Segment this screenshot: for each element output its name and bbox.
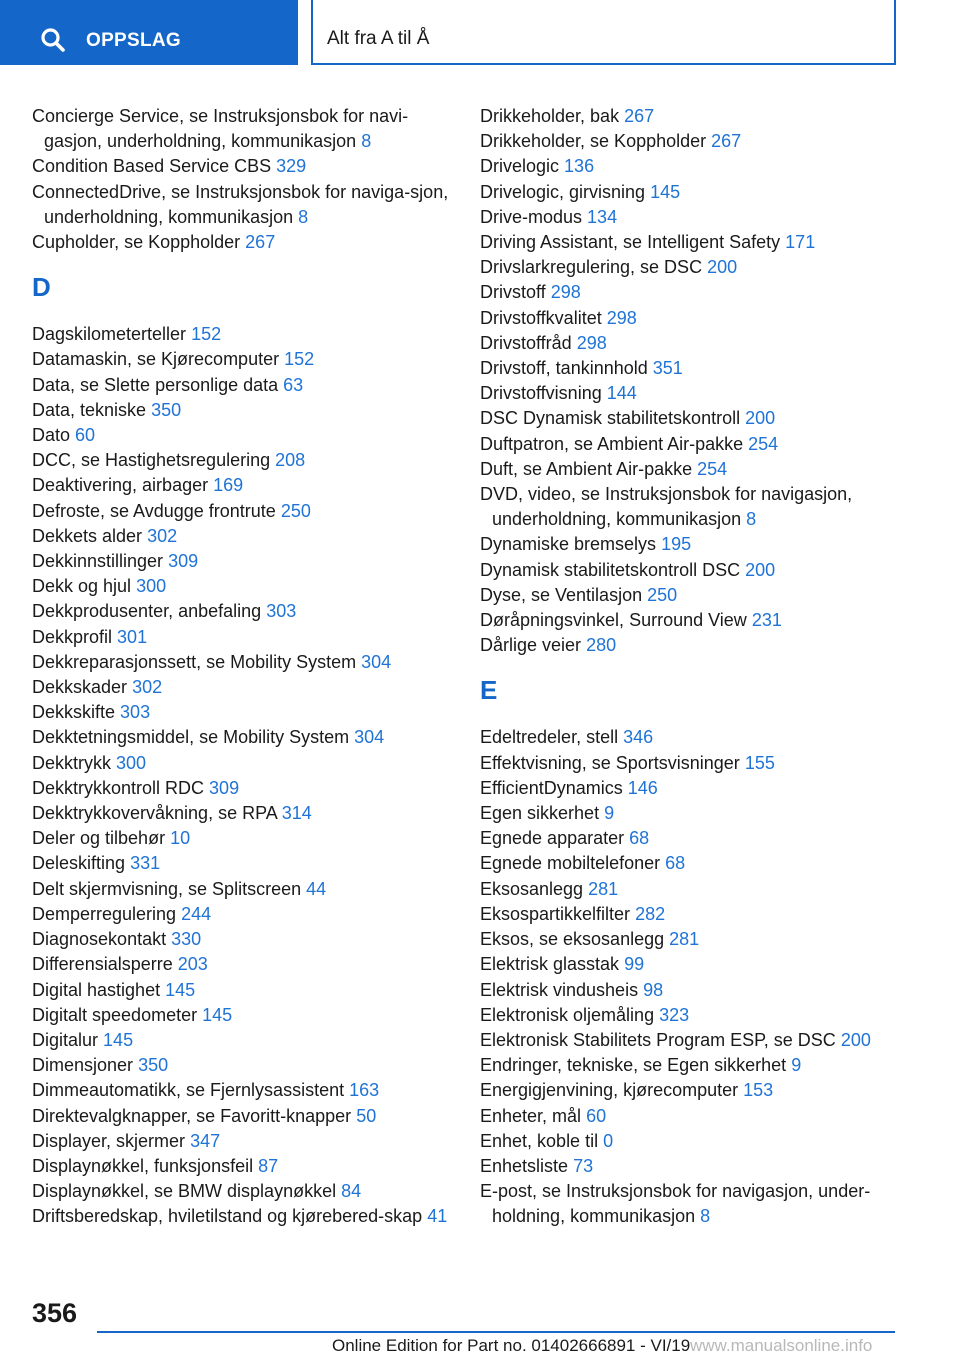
index-entry	[32, 499, 452, 524]
index-entry-text: Delt skjermvisning, se Splitscreen	[32, 878, 302, 899]
index-column-right	[480, 104, 900, 1230]
index-entry	[32, 978, 452, 1003]
page-reference-link[interactable]: 208	[275, 450, 306, 471]
index-entry-text: Displaynøkkel, funksjonsfeil	[32, 1155, 254, 1176]
index-entry-text: Diagnosekontakt	[32, 929, 167, 950]
index-entry	[32, 154, 452, 179]
index-entry-text: Driftsberedskap, hviletilstand og kjørebered-skap	[32, 1206, 423, 1227]
index-entry	[32, 625, 452, 650]
index-entry-text: Drive-modus	[480, 206, 583, 227]
index-entry	[32, 952, 452, 977]
page-reference-link[interactable]: 309	[168, 551, 199, 572]
index-entry-text: Drivstoffvisning	[480, 383, 602, 404]
index-entry	[480, 457, 900, 482]
page-reference-link[interactable]: 136	[564, 156, 595, 177]
index-entry	[32, 851, 452, 876]
page-reference-link[interactable]: 84	[341, 1181, 362, 1202]
search-icon	[40, 27, 66, 53]
page-reference-link[interactable]: 267	[245, 232, 276, 253]
page-reference-link[interactable]: 8	[298, 206, 309, 227]
index-entry	[480, 532, 900, 557]
page-reference-link[interactable]: 250	[647, 584, 678, 605]
page-reference-link[interactable]: 350	[138, 1055, 169, 1076]
index-entry-text: Dimmeautomatikk, se Fjernlysassistent	[32, 1080, 345, 1101]
index-entry-text: Condition Based Service CBS	[32, 156, 272, 177]
page-reference-link[interactable]: 98	[643, 979, 664, 1000]
index-entry	[480, 776, 900, 801]
page-reference-link[interactable]: 145	[103, 1029, 134, 1050]
page-reference-link[interactable]: 281	[669, 929, 700, 950]
index-entry-text: ConnectedDrive, se Instruksjonsbok for naviga-sjon, underholdning, kommunikasjon	[32, 181, 449, 227]
page-reference-link[interactable]: 146	[627, 777, 658, 798]
index-entry-text: Dekkprofil	[32, 626, 113, 647]
page-reference-link[interactable]: 331	[130, 853, 161, 874]
index-entry-text: Deler og tilbehør	[32, 828, 166, 849]
index-entry-text: Elektrisk vindusheis	[480, 979, 639, 1000]
chapter-header	[311, 0, 896, 65]
index-entry-text: Effektvisning, se Sportsvisninger	[480, 752, 740, 773]
page-reference-link[interactable]: 200	[707, 257, 738, 278]
page-reference-link[interactable]: 200	[745, 408, 776, 429]
index-entry-text: Egnede mobiltelefoner	[480, 853, 661, 874]
index-entry-text: Drikkeholder, bak	[480, 106, 620, 126]
index-entry	[480, 482, 900, 532]
page-reference-link[interactable]: 50	[356, 1105, 377, 1126]
page-reference-link[interactable]: 298	[606, 307, 637, 328]
page-reference-link[interactable]: 145	[202, 1004, 233, 1025]
index-entry	[480, 633, 900, 658]
index-entry-text: Dekkskader	[32, 677, 128, 698]
index-entry	[480, 406, 900, 431]
index-entry-text: Dekkprodusenter, anbefaling	[32, 601, 262, 622]
index-entry	[32, 1028, 452, 1053]
index-entry	[480, 280, 900, 305]
page-reference-link[interactable]: 300	[116, 752, 147, 773]
index-entry-text: DCC, se Hastighetsregulering	[32, 450, 271, 471]
index-entry-text: Data, se Slette personlige data	[32, 374, 279, 395]
index-entry	[32, 347, 452, 372]
index-entry-text: Dekk og hjul	[32, 576, 132, 597]
page-reference-link[interactable]: 298	[576, 332, 607, 353]
index-entry-text: Eksosanlegg	[480, 878, 584, 899]
index-entry-text: Drikkeholder, se Koppholder	[480, 131, 707, 152]
index-entry-text: Dårlige veier	[480, 635, 582, 656]
index-entry	[32, 448, 452, 473]
index-entry-text: Dato	[32, 425, 71, 446]
index-entry-text: Deaktivering, airbager	[32, 475, 209, 496]
index-entry-text: Dekktrykkontroll RDC	[32, 777, 205, 798]
index-entry-text: Dimensjoner	[32, 1055, 134, 1076]
index-entry	[32, 700, 452, 725]
page-reference-link[interactable]: 347	[190, 1130, 221, 1151]
section-tab[interactable]	[0, 0, 298, 65]
index-entry	[480, 902, 900, 927]
index-entry	[480, 381, 900, 406]
index-entry	[32, 524, 452, 549]
chapter-title: Alt fra A til Å	[327, 28, 430, 49]
index-entry	[32, 373, 452, 398]
index-entry-text: Datamaskin, se Kjørecomputer	[32, 349, 280, 370]
page-reference-link[interactable]: 314	[281, 803, 312, 824]
index-entry-text: Døråpningsvinkel, Surround View	[480, 610, 747, 631]
index-entry	[480, 1154, 900, 1179]
index-entry	[32, 1154, 452, 1179]
index-letter-heading: E	[480, 675, 498, 706]
index-entry	[32, 473, 452, 498]
page-reference-link[interactable]: 200	[840, 1029, 871, 1050]
page-reference-link[interactable]: 254	[697, 458, 728, 479]
page-reference-link[interactable]: 153	[743, 1080, 774, 1101]
index-entry-text: Digital hastighet	[32, 979, 161, 1000]
section-tab-label: OPPSLAG	[86, 30, 182, 51]
page-reference-link[interactable]: 203	[177, 954, 208, 975]
index-entry	[480, 306, 900, 331]
index-entry-text: Digitalur	[32, 1029, 99, 1050]
index-entry-text: Dekkskifte	[32, 702, 116, 723]
index-entry-text: Energigjenvining, kjørecomputer	[480, 1080, 739, 1101]
page-reference-link[interactable]: 195	[661, 534, 692, 555]
page-reference-link[interactable]: 329	[276, 156, 307, 177]
index-entry	[32, 877, 452, 902]
index-entry-text: Elektronisk Stabilitets Program ESP, se DSC	[480, 1029, 836, 1050]
index-entry-text: Displaynøkkel, se BMW displaynøkkel	[32, 1181, 337, 1202]
index-entry-text: Defroste, se Avdugge frontrute	[32, 500, 276, 521]
index-entry	[32, 398, 452, 423]
index-entry	[480, 801, 900, 826]
index-letter-heading: D	[32, 272, 51, 303]
index-entry	[32, 776, 452, 801]
index-entry	[32, 574, 452, 599]
page-reference-link[interactable]: 169	[213, 475, 244, 496]
index-entry	[32, 1053, 452, 1078]
index-entry	[480, 1179, 900, 1229]
page-reference-link[interactable]: 267	[711, 131, 742, 152]
page-reference-link[interactable]: 9	[604, 803, 615, 824]
page-reference-link[interactable]: 250	[280, 500, 311, 521]
index-entry-text: Dynamisk stabilitetskontroll DSC	[480, 559, 741, 580]
page-reference-link[interactable]: 303	[120, 702, 151, 723]
page-reference-link[interactable]: 152	[191, 324, 222, 345]
index-entry-text: Drivstoffkvalitet	[480, 307, 602, 328]
index-entry	[480, 826, 900, 851]
page-reference-link[interactable]: 0	[603, 1130, 614, 1151]
page-reference-link[interactable]: 302	[147, 525, 178, 546]
index-entry	[480, 331, 900, 356]
page-reference-link[interactable]: 267	[624, 106, 655, 126]
index-entry	[480, 608, 900, 633]
index-entry-text: Egnede apparater	[480, 828, 625, 849]
page-reference-link[interactable]: 41	[427, 1206, 448, 1227]
index-entry-text: Elektrisk glasstak	[480, 954, 620, 975]
edition-note: Online Edition for Part no. 01402666891 - VI/19	[332, 1336, 691, 1355]
index-entry-text: DSC Dynamisk stabilitetskontroll	[480, 408, 741, 429]
index-entry	[32, 549, 452, 574]
index-entry	[480, 978, 900, 1003]
page-reference-link[interactable]: 163	[349, 1080, 380, 1101]
index-entry-text: E-post, se Instruksjonsbok for navigasjon, under-holdning, kommunikasjon	[480, 1181, 871, 1227]
index-entry	[480, 1078, 900, 1103]
index-entry-text: DVD, video, se Instruksjonsbok for navigasjon, underholdning, kommunikasjon	[480, 484, 853, 530]
page-reference-link[interactable]: 304	[361, 651, 392, 672]
index-entry	[480, 751, 900, 776]
page-reference-link[interactable]: 282	[635, 903, 666, 924]
index-entry-text: Drivstoffråd	[480, 332, 572, 353]
index-entry-text: Egen sikkerhet	[480, 803, 600, 824]
index-entry	[480, 255, 900, 280]
footer-divider	[97, 1331, 895, 1333]
page-reference-link[interactable]: 155	[744, 752, 775, 773]
page-reference-link[interactable]: 68	[629, 828, 650, 849]
index-entry	[480, 154, 900, 179]
index-entry	[480, 205, 900, 230]
index-entry	[32, 599, 452, 624]
index-entry	[480, 1129, 900, 1154]
page-reference-link[interactable]: 8	[700, 1206, 711, 1227]
index-entry-text: Drivelogic, girvisning	[480, 181, 646, 202]
index-entry-text: Drivstoff	[480, 282, 546, 303]
index-entry	[32, 927, 452, 952]
page-reference-link[interactable]: 304	[354, 727, 385, 748]
index-column-left	[32, 104, 452, 1230]
index-entry-text: Drivelogic	[480, 156, 560, 177]
index-entry-text: Enhetsliste	[480, 1155, 569, 1176]
page-reference-link[interactable]: 73	[573, 1155, 594, 1176]
page-reference-link[interactable]: 144	[606, 383, 637, 404]
index-entry	[32, 801, 452, 826]
page-reference-link[interactable]: 303	[266, 601, 297, 622]
page-reference-link[interactable]: 63	[283, 374, 304, 395]
index-entry	[32, 104, 452, 154]
page-number: 356	[32, 1298, 78, 1328]
index-entry	[32, 1003, 452, 1028]
index-entry	[32, 230, 452, 255]
page-reference-link[interactable]: 346	[623, 727, 654, 748]
index-entry-text: Cupholder, se Koppholder	[32, 232, 241, 253]
page-reference-link[interactable]: 9	[791, 1055, 802, 1076]
index-entry	[480, 1003, 900, 1028]
index-entry-text: Data, tekniske	[32, 399, 147, 420]
page-reference-link[interactable]: 302	[132, 677, 163, 698]
index-entry-text: Eksos, se eksosanlegg	[480, 929, 665, 950]
page-reference-link[interactable]: 350	[151, 399, 182, 420]
index-entry	[480, 432, 900, 457]
page-reference-link[interactable]: 171	[785, 232, 816, 253]
index-entry	[480, 583, 900, 608]
index-entry	[480, 952, 900, 977]
index-entry	[480, 725, 900, 750]
index-entry-text: Eksospartikkelfilter	[480, 903, 631, 924]
page-reference-link[interactable]: 99	[624, 954, 645, 975]
index-entry	[480, 851, 900, 876]
index-entry	[32, 751, 452, 776]
index-entry-text: Dagskilometerteller	[32, 324, 187, 345]
index-entry-text: Duft, se Ambient Air-pakke	[480, 458, 693, 479]
index-entry	[32, 180, 452, 230]
index-entry	[32, 675, 452, 700]
index-entry-text: Deleskifting	[32, 853, 126, 874]
page-reference-link[interactable]: 351	[652, 358, 683, 379]
watermark: www.manualsonline.info	[690, 1336, 873, 1355]
index-entry	[480, 1104, 900, 1129]
page-reference-link[interactable]: 254	[748, 433, 779, 454]
index-entry	[32, 1129, 452, 1154]
page-reference-link[interactable]: 200	[745, 559, 776, 580]
index-entry-text: Dekkets alder	[32, 525, 143, 546]
index-entry	[480, 877, 900, 902]
index-entry-text: Duftpatron, se Ambient Air-pakke	[480, 433, 744, 454]
index-entry-text: Edeltredeler, stell	[480, 727, 619, 748]
page-reference-link[interactable]: 323	[659, 1004, 690, 1025]
index-entry	[480, 129, 900, 154]
index-entry-text: Differensialsperre	[32, 954, 173, 975]
index-entry-text: Dekkinnstillinger	[32, 551, 164, 572]
page-reference-link[interactable]: 330	[171, 929, 202, 950]
index-entry	[480, 104, 900, 129]
page-reference-link[interactable]: 298	[550, 282, 581, 303]
page-reference-link[interactable]: 145	[165, 979, 196, 1000]
index-entry-text: Displayer, skjermer	[32, 1130, 186, 1151]
index-entry	[32, 1204, 452, 1229]
index-entry	[480, 180, 900, 205]
index-entry-text: Dekktetningsmiddel, se Mobility System	[32, 727, 350, 748]
page-reference-link[interactable]: 8	[746, 509, 757, 530]
index-entry-text: Elektronisk oljemåling	[480, 1004, 655, 1025]
page-reference-link[interactable]: 152	[284, 349, 315, 370]
page-reference-link[interactable]: 300	[136, 576, 167, 597]
index-entry	[32, 725, 452, 750]
page-reference-link[interactable]: 244	[181, 903, 212, 924]
page-reference-link[interactable]: 60	[586, 1105, 607, 1126]
index-entry	[32, 423, 452, 448]
index-entry-text: Dekktrykkovervåkning, se RPA	[32, 803, 277, 824]
page-reference-link[interactable]: 10	[170, 828, 191, 849]
page-reference-link[interactable]: 87	[258, 1155, 279, 1176]
index-entry-text: Direktevalgknapper, se Favoritt-knapper	[32, 1105, 352, 1126]
index-entry	[32, 650, 452, 675]
index-entry-text: Endringer, tekniske, se Egen sikkerhet	[480, 1055, 787, 1076]
index-entry-text: Dynamiske bremselys	[480, 534, 657, 555]
page-reference-link[interactable]: 60	[75, 425, 96, 446]
index-entry	[32, 1179, 452, 1204]
page-reference-link[interactable]: 281	[588, 878, 619, 899]
page-reference-link[interactable]: 145	[650, 181, 681, 202]
index-entry-text: Concierge Service, se Instruksjonsbok for navi-gasjon, underholdning, kommunikasjon	[32, 106, 409, 152]
index-entry-text: Dekktrykk	[32, 752, 112, 773]
page-reference-link[interactable]: 280	[586, 635, 617, 656]
index-entry	[480, 356, 900, 381]
page-reference-link[interactable]: 8	[361, 131, 372, 152]
index-entry	[480, 1053, 900, 1078]
index-entry	[480, 927, 900, 952]
page-reference-link[interactable]: 44	[306, 878, 327, 899]
index-entry	[480, 1028, 900, 1053]
page-reference-link[interactable]: 68	[665, 853, 686, 874]
index-entry-text: Demperregulering	[32, 903, 177, 924]
index-entry-text: Enhet, koble til	[480, 1130, 599, 1151]
page-reference-link[interactable]: 134	[587, 206, 618, 227]
index-entry	[32, 1078, 452, 1103]
index-entry	[32, 322, 452, 347]
index-entry-text: Drivslarkregulering, se DSC	[480, 257, 703, 278]
index-entry	[480, 558, 900, 583]
index-entry-text: Enheter, mål	[480, 1105, 582, 1126]
page-reference-link[interactable]: 231	[751, 610, 782, 631]
index-entry-text: Dyse, se Ventilasjon	[480, 584, 643, 605]
index-entry	[32, 902, 452, 927]
index-entry-text: Drivstoff, tankinnhold	[480, 358, 648, 379]
index-entry-text: EfficientDynamics	[480, 777, 623, 798]
index-entry-text: Dekkreparasjonssett, se Mobility System	[32, 651, 357, 672]
index-entry-text: Driving Assistant, se Intelligent Safety	[480, 232, 781, 253]
index-entry	[32, 826, 452, 851]
page-reference-link[interactable]: 309	[209, 777, 240, 798]
index-entry	[32, 1104, 452, 1129]
index-entry-text: Digitalt speedometer	[32, 1004, 198, 1025]
page-reference-link[interactable]: 301	[117, 626, 148, 647]
index-entry	[480, 230, 900, 255]
